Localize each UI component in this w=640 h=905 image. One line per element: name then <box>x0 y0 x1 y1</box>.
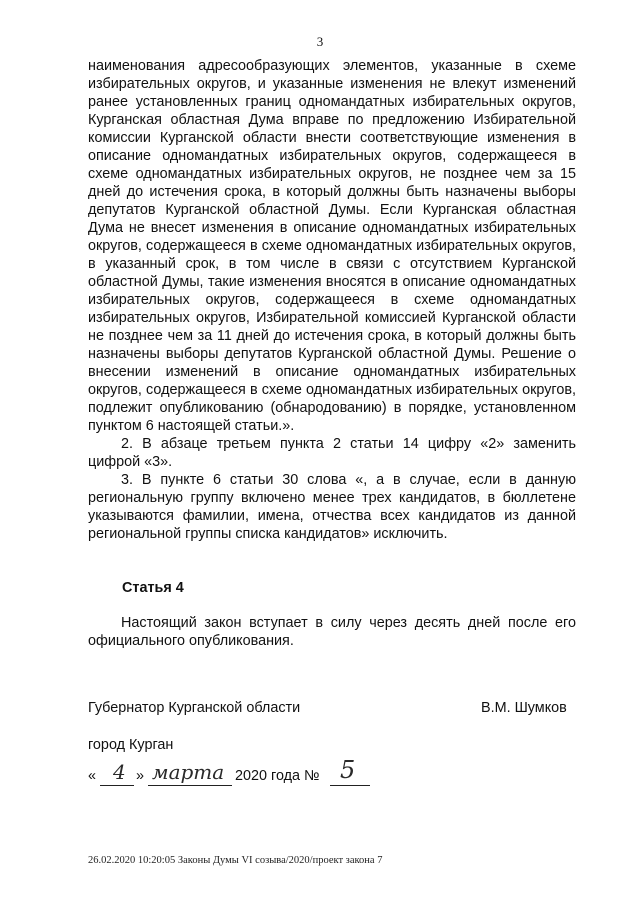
year-and-number-label: 2020 года № <box>235 768 320 784</box>
date-line <box>88 756 388 790</box>
law-body <box>88 57 576 543</box>
article-title: Статья 4 <box>122 580 184 596</box>
article-text: Настоящий закон вступает в силу через десять дней после его официального опубликования. <box>88 615 576 649</box>
governor-name: В.М. Шумков <box>481 700 567 716</box>
handwritten-day: 4 <box>113 760 126 784</box>
day-underline <box>100 785 134 786</box>
open-quote: « <box>88 768 97 784</box>
number-underline <box>330 785 370 786</box>
city-name: город Курган <box>88 737 174 753</box>
paragraph-continuation: наименования адресообразующих элементов, указанные в схеме избирательных округов, и указанные изменения не влекут изменений ранее установленных границ одномандатных избирательных округов, Курганская областная Дума вправе по предложению Избирательной комиссии Курганской области внести соответствующие изменения в описание одномандатных избирательных округов, содержащееся в схеме одномандатных избирательных округов, не позднее чем за 15 дней до истечения срока, в который должны быть назначены выборы депутатов Курганской областной Думы. Если Курганская областная Дума не внесет изменения в описание одномандатных избирательных округов, содержащееся в схеме одномандатных избирательных округов, в указанный срок, в том числе в связи с отсутствием Курганской областной Думы, такие изменения вносятся в описание одномандатных избирательных округов, содержащееся в схеме одномандатных избирательных округов, Избирательной комиссией Курганской области не позднее чем за 11 дней до истечения срока, в который должны быть назначены выборы депутатов Курганской областной Думы. Решение о внесении изменений в описание одномандатных избирательных округов, содержащееся в схеме одномандатных избирательных округов, подлежит опубликованию (обнародованию) в порядке, установленном пунктом 6 настоящей статьи.». <box>88 58 576 434</box>
page-number: 3 <box>316 34 324 49</box>
article-body <box>88 614 576 650</box>
close-quote: » <box>136 768 145 784</box>
governor-title: Губернатор Курганской области <box>88 700 301 716</box>
paragraph-item-2: 2. В абзаце третьем пункта 2 статьи 14 цифру «2» заменить цифрой «3». <box>88 436 576 470</box>
month-underline <box>148 785 232 786</box>
handwritten-month: марта <box>152 760 225 784</box>
handwritten-number: 5 <box>340 756 356 784</box>
footer-info: 26.02.2020 10:20:05 Законы Думы VI созыва/2020/проект закона 7 <box>88 855 383 866</box>
paragraph-item-3: 3. В пункте 6 статьи 30 слова «, а в случае, если в данную региональную группу включено менее трех кандидатов, в бюллетене указываются фамилии, имена, отчества всех кандидатов из данной региональной группы списка кандидатов» исключить. <box>88 472 576 542</box>
